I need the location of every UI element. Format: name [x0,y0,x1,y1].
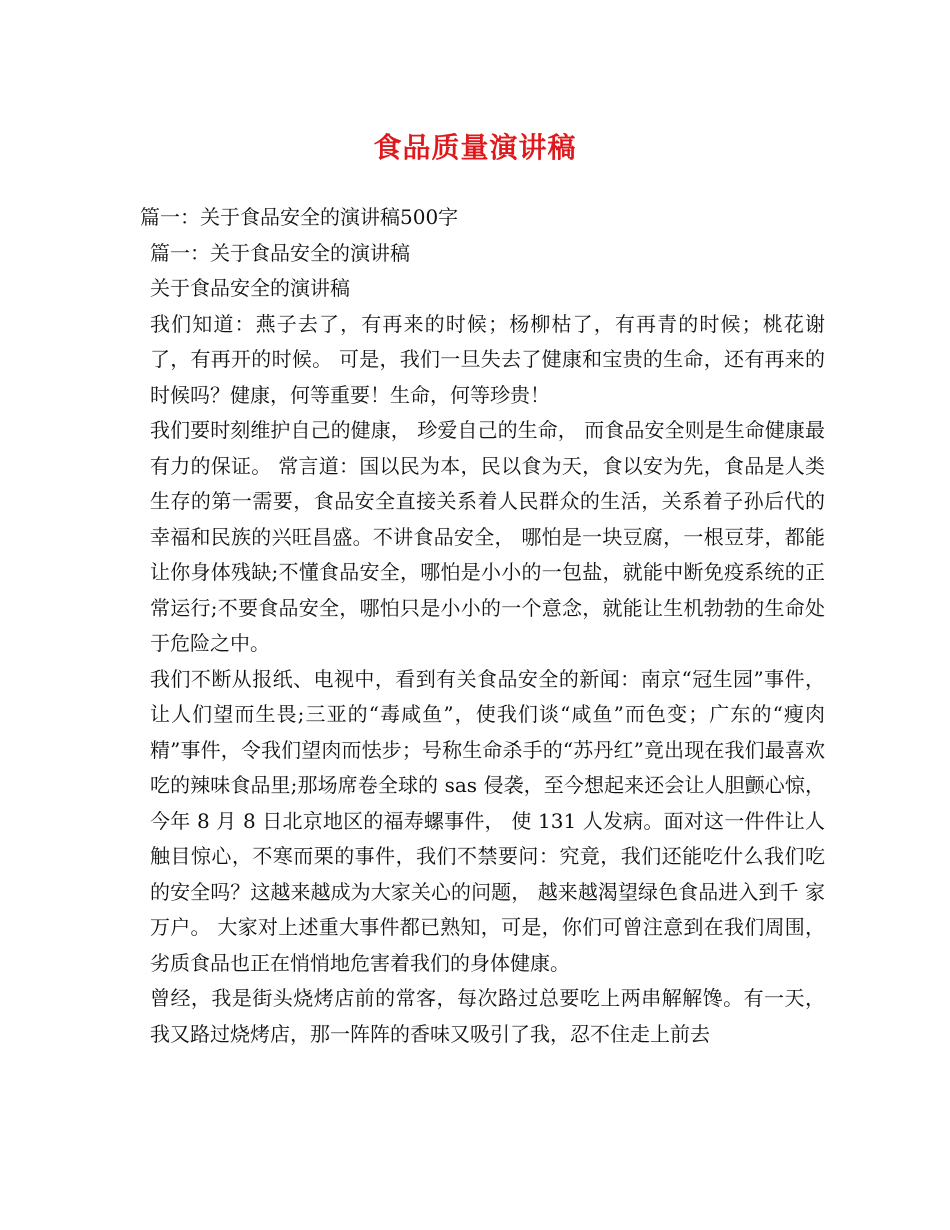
speech-title-line: 关于食品安全的演讲稿 [150,276,350,300]
document-title: 食品质量演讲稿 [373,131,577,164]
subsection-heading: 篇一：关于食品安全的演讲稿 [150,240,410,265]
document-body [140,200,825,1052]
section-heading: 篇一：关于食品安全的演讲稿500字 [140,205,459,229]
paragraph: 我们知道：燕子去了，有再来的时候；杨柳枯了，有再青的时候；桃花谢了，有再开的时候。 可是，我们一旦失去了健康和宝贵的生命，还有再来的时候吗？健康，何等重要！生命，何等珍贵！ [150,311,825,407]
paragraph: 曾经，我是街头烧烤店前的常客，每次路过总要吃上两串解解馋。有一天，我又路过烧烤店，那一阵阵的香味又吸引了我，忍不住走上前去 [150,986,825,1046]
paragraph: 我们要时刻维护自己的健康， 珍爱自己的生命， 而食品安全则是生命健康最有力的保证。 常言道：国以民为本，民以食为天，食以安为先，食品是人类生存的第一需要，食品安全直接关系着人民群众的生活，关系着子孙后代的幸福和民族的兴旺昌盛。不讲食品安全， 哪怕是一块豆腐，一根豆芽，都能让你身体残缺;不懂食品安全，哪怕是小小的一包盐，就能中断免疫系统的正常运行;不要食品安全，哪怕只是小小的一个意念，就能让生机勃勃的生命处于危险之中。 [150,418,825,655]
paragraph: 我们不断从报纸、电视中，看到有关食品安全的新闻：南京“冠生园”事件，让人们望而生畏;三亚的“毒咸鱼”，使我们谈“咸鱼”而色变；广东的“瘦肉精”事件，令我们望肉而怯步；号称生命杀手的“苏丹红”竟出现在我们最喜欢吃的辣味食品里;那场席卷全球的 sas 侵袭，至今想起来还会让人胆颤心惊，今年 8 月 8 日北京地区的福寿螺事件， 使 131 人发病。面对这一件件让人触目惊心，不寒而栗的事件，我们不禁要问：究竟，我们还能吃什么我们吃的安全吗？这越来越成为大家关心的问题， 越来越渴望绿色食品进入到千 家万户。 大家对上述重大事件都已熟知，可是，你们可曾注意到在我们周围，劣质食品也正在悄悄地危害着我们的身体健康。 [150,666,825,975]
